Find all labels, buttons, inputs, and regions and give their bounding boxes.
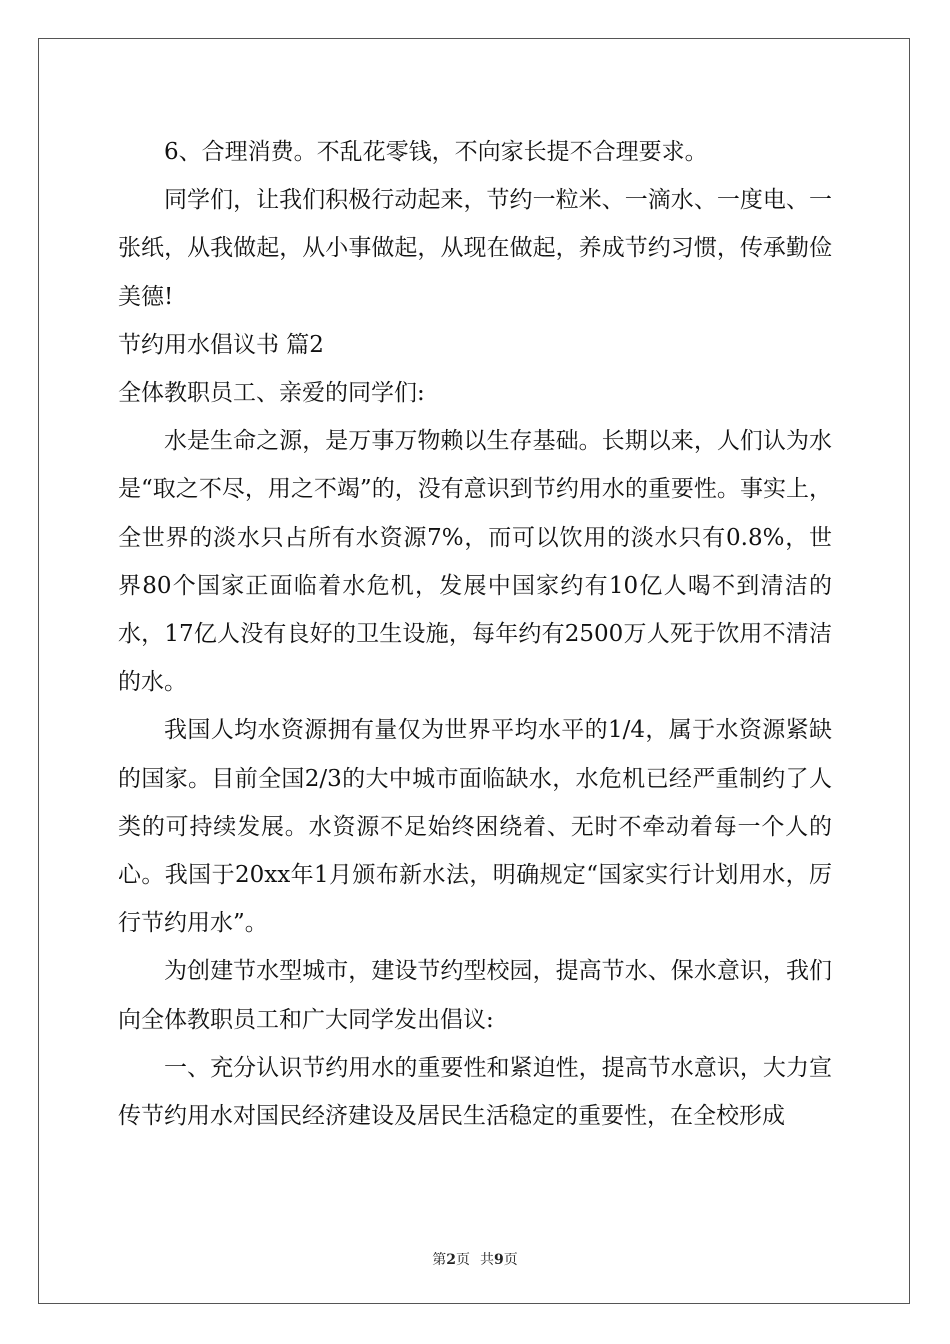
document-body (118, 128, 832, 1140)
total-pages-label: 共9页 (480, 1252, 518, 1268)
current-page-number: 2 (446, 1252, 456, 1268)
page-footer (0, 1249, 950, 1269)
salutation: 全体教职员工、亲爱的同学们: (118, 380, 425, 407)
paragraph-proposal-intro: 为创建节水型城市，建设节约型校园，提高节水、保水意识，我们向全体教职员工和广大同学发出倡议: (118, 958, 832, 1033)
paragraph-water-importance: 水是生命之源，是万事万物赖以生存基础。长期以来，人们认为水是“取之不尽，用之不竭”的，没有意识到节约用水的重要性。事实上，全世界的淡水只占所有水资源7%，而可以饮用的淡水只有0.8%，世界80个国家正面临着水危机，发展中国家约有10亿人喝不到清洁的水，17亿人没有良好的卫生设施，每年约有2500万人死于饮用不清洁的水。 (118, 428, 832, 696)
paragraph-national-situation: 我国人均水资源拥有量仅为世界平均水平的1/4，属于水资源紧缺的国家。目前全国2/3的大中城市面临缺水，水危机已经严重制约了人类的可持续发展。水资源不足始终困绕着、无时不牵动着每一个人的心。我国于20xx年1月颁布新水法，明确规定“国家实行计划用水，厉行节约用水”。 (118, 717, 832, 937)
paragraph-item-6: 6、合理消费。不乱花零钱，不向家长提不合理要求。 (164, 139, 708, 165)
page-number-label: 第2页 (432, 1252, 470, 1268)
section-heading: 节约用水倡议书 篇2 (118, 331, 324, 358)
paragraph-proposal-one: 一、充分认识节约用水的重要性和紧迫性，提高节水意识，大力宣传节约用水对国民经济建设及居民生活稳定的重要性，在全校形成 (118, 1054, 832, 1130)
total-page-number: 9 (494, 1252, 504, 1268)
paragraph-closing-appeal: 同学们，让我们积极行动起来，节约一粒米、一滴水、一度电、一张纸，从我做起，从小事做起，从现在做起，养成节约习惯，传承勤俭美德! (118, 187, 832, 310)
